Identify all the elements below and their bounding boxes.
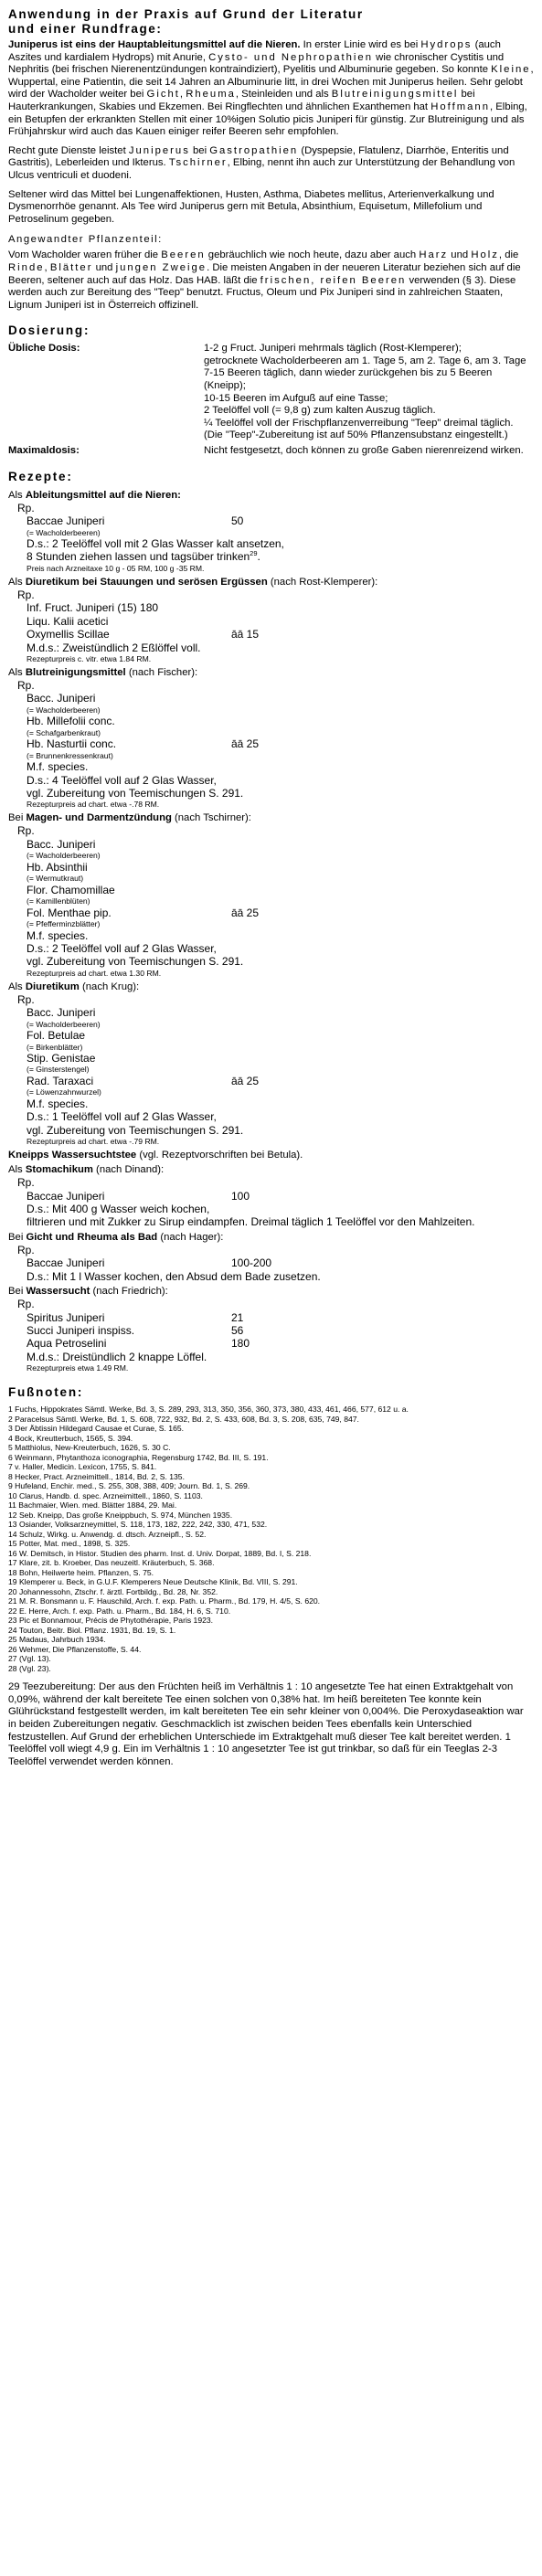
text-run: (nach Fischer): [125,666,198,678]
ingredient-name: Fol. Betulae [27,1029,86,1043]
text-run: Recht gute Dienste leistet [8,144,129,156]
footnote-item: 28 (Vgl. 23). [8,1663,51,1673]
text-run: 8 Stunden ziehen lassen und tagsüber trinken [27,550,250,564]
ingredient-translation: (= Birkenblätter) [27,1042,83,1052]
ingredient-amount: āā 25 [231,737,260,751]
footnote-item: 24 Touton, Beitr. Biol. Pflanz. 1931, Bd. 19, S. 1. [8,1625,176,1635]
recipe-instruction: M.d.s.: Zweistündlich 2 Eßlöffel voll. [27,641,201,654]
ingredient-translation: (= Ginsterstengel) [27,1065,90,1075]
ingredient-line [8,1006,534,1019]
spaced-term: Harz [419,249,449,261]
ingredient-translation: (= Brunnenkressenkraut) [27,750,113,760]
text-run: (nach Hager): [157,1231,224,1243]
dose-line: 2 Teelöffel voll (= 9,8 g) zum kalten Auszug täglich. [204,405,436,417]
ingredient-name: Hb. Nasturtii conc. [27,737,117,751]
ingredient-name: Flor. Chamomillae [27,883,115,896]
text-run: Vom Wacholder waren früher die [8,249,162,261]
recipe-kneipp-tea [8,1149,534,1161]
ingredient-line [8,884,534,896]
ingredient-translation: (= Pfefferminzblätter) [27,919,101,929]
footnote-item: 14 Schulz, Wirkg. u. Anwendg. d. dtsch. Arzneipfl., S. 52. [8,1529,207,1539]
recipe-instruction [8,550,534,563]
recipe-instruction: M.d.s.: Dreistündlich 2 knappe Löffel. [27,1350,207,1363]
footnote-item: 23 Pic et Bonnamour, Précis de Phytothérapie, Paris 1923. [8,1616,214,1626]
text-run: Bei [8,812,27,824]
text-run: , die [498,249,519,261]
spaced-term: Gastropathien [209,144,299,156]
recipe-intro [8,811,534,824]
usual-dose-values [204,343,534,442]
recipe-instruction: D.s.: Mit 1 l Wasser kochen, den Absud dem Bade zusetzen. [27,1269,321,1283]
ingredient-translation: (= Schafgarbenkraut) [27,727,101,737]
recipe-diuretic-krug [8,981,534,1147]
ingredient-name: Liqu. Kalii acetici [27,614,109,628]
recipe-indication: Gicht und Rheuma als Bad [26,1231,158,1243]
footnote-item: 17 Klare, zit. b. Kroeber, Das neuzeitl. Kräuterbuch, S. 368. [8,1558,215,1568]
text-run: bei Hauterkrankungen, Skabies und Ekzemen. Bei Ringflechten und ähnlichen Exanthemen hat [8,89,475,112]
ingredient-line [8,628,534,641]
recipe-bath [8,1231,534,1283]
footnote-item: 6 Weinmann, Phytanthoza iconographia, Regensburg 1742, Bd. III, S. 191. [8,1452,269,1462]
rp-label: Rp. [17,501,35,514]
footnote-item: 20 Johannessohn, Ztschr. f. ärztl. Fortbildg., Bd. 28, Nr. 352. [8,1586,218,1596]
ingredient-line [8,1075,534,1087]
max-dose-value: Nicht festgesetzt, doch können zu große Gaben nierenreizend wirken. [204,445,524,457]
text-run: Als [8,981,26,992]
ingredient-name: Baccae Juniperi [27,514,105,528]
ingredient-line [8,715,534,727]
spaced-term: frischen, reifen Beeren [260,274,407,286]
footnote-item: 27 (Vgl. 13). [8,1654,51,1664]
footnote-item: 26 Wehmer, Die Pflanzenstoffe, S. 44. [8,1644,142,1654]
dose-line: 10-15 Beeren im Aufguß auf eine Tasse; [204,392,388,404]
intro-lead: Juniperus ist eins der Hauptableitungsmittel auf die Nieren. [8,39,301,50]
recipe-intro [8,981,534,993]
text-run: . Die meisten Angaben in der neueren Literatur beziehen sich auf die Beeren, seltener auch auf das Holz. Das HAB. läßt die [8,261,521,286]
plant-part-heading: Angewandter Pflanzenteil: [8,234,163,246]
ingredient-line [8,1052,534,1065]
footnote-item: 2 Paracelsus Sämtl. Werke, Bd. 1, S. 608, 722, 932, Bd. 2, S. 433, 608, Bd. 3, S. 208, 635, 749, 847. [8,1414,359,1424]
footnote-item: 19 Klemperer u. Beck, in G.U.F. Klemperers Neue Deutsche Klinik, Bd. VIII, S. 291. [8,1577,298,1587]
footnote-item: 10 Clarus, Handb. d. spec. Arzneimittell., 1860, S. 1103. [8,1490,203,1500]
recipe-intro [8,1285,534,1298]
spaced-name: Kleine [491,64,531,76]
text-run: , Wuppertal, eine Patientin, die seit 14 Jahren an Albuminurie litt, in drei Wochen mit Juniperus heilen. Sehr gelobt wird der Wacholder weiter bei [8,64,534,101]
ingredient-line [8,692,534,705]
text-run: (Dyspepsie, Flatulenz, Diarrhöe, Enteritis und Gastritis), Leberleiden und Ikterus. [8,144,509,169]
recipe-intro [8,489,534,502]
ingredient-line [8,601,534,614]
recipe-indication: Diuretikum [25,981,80,992]
ingredient-name: Bacc. Juniperi [27,837,96,851]
ingredient-name: Rad. Taraxaci [27,1074,94,1087]
text-run: Bei [8,1286,27,1298]
recipe-instruction: vgl. Zubereitung von Teemischungen S. 291. [27,1123,244,1137]
footnote-item: 22 E. Herre, Arch. f. exp. Path. u. Pharm., Bd. 184, H. 6, S. 710. [8,1606,231,1616]
text-run: gebräuchlich wie noch heute, dazu aber auch [205,249,420,261]
text-run: (vgl. Rezeptvorschriften bei Betula). [136,1150,303,1161]
title-line-1: Anwendung in der Praxis auf Grund der Literatur [8,7,364,21]
footnote-item: 12 Seb. Kneipp, Das große Kneippbuch, S. 974, München 1935. [8,1510,233,1520]
ingredient-line [8,906,534,919]
plant-part-paragraph [8,249,534,312]
text-run: , Steinleiden und als [235,89,332,101]
ingredient-translation: (= Kamillenblüten) [27,896,90,906]
spaced-term: Gicht [146,89,180,101]
text-run: (nach Rost-Klemperer): [267,576,378,588]
text-run: bei [189,144,210,156]
dose-line: ¼ Teelöffel voll der Frischpflanzenverreibung "Teep" dreimal täglich. [204,417,514,429]
ingredient-line [8,1337,534,1350]
ingredient-name: Stip. Genistae [27,1052,96,1065]
footnote-29: 29 Teezubereitung: Der aus den Früchten heiß im Verhältnis 1 : 10 angesetzte Tee hat einen Extraktgehalt von 0,09%, während der kalt bereitete Tee einen solchen von 0,38% hat. Im heiß bereiteten Tee konnte kein Glührückstand festgestellt werden, im kalt bereiteten Tee ein sehr kleiner von 0,004%. Die Peroxydaseaktion war in beiden Zubereitungen negativ. Geschmacklich ist zwischen beiden Tees ebenfalls kein Unterschied festzustellen. Auf Grund der erheblichen Unterschiede im Extraktgehalt muß dieser Tee kalt bereitet werden. 1 Teelöffel voll wiegt 4,9 g. Ein im Verhältnis 1 : 10 angesetzter Tee ist gut trinkbar, so daß für ein Teeglas 2-3 Teelöffel verwendet werden können. [8,1681,524,1767]
spaced-term: Cysto- und Nephropathien [208,51,374,63]
footnote-item: 25 Madaus, Jahrbuch 1934. [8,1635,106,1645]
spaced-term: Beeren [161,249,206,261]
text-run: Als [8,1164,26,1176]
footnote-item: 15 Potter, Mat. med., 1898, S. 325. [8,1539,131,1549]
recipe-intro [8,576,534,588]
recipe-instruction: M.f. species. [27,928,89,942]
spaced-name: Tschirner [168,157,228,169]
ingredient-amount: 100 [231,1189,250,1203]
recipe-instruction: vgl. Zubereitung von Teemischungen S. 291. [27,787,244,800]
spaced-term: Rinde [8,261,45,273]
ingredient-name: Baccae Juniperi [27,1189,105,1203]
text-run: (nach Krug): [79,981,140,992]
recipe-instruction: D.s.: Mit 400 g Wasser weich kochen, [27,1203,210,1215]
ingredient-amount: 21 [231,1310,244,1324]
recipe-diuretic-rost [8,576,534,664]
ingredient-translation: (= Wermutkraut) [27,874,84,884]
intro-paragraph-3: Seltener wird das Mittel bei Lungenaffektionen, Husten, Asthma, Diabetes mellitus, Arterienverkalkung und Dysmenorrhöe genannt. Als Tee wird Juniperus gern mit Betula, Absinthium, Equisetum, Millefolium und Petroselinum gegeben. [8,188,494,225]
ingredient-name: Fol. Menthae pip. [27,906,112,919]
footnote-ref: 29 [250,549,258,558]
dose-line: 1-2 g Fruct. Juniperi mehrmals täglich (Rost-Klemperer); [204,343,462,355]
ingredient-translation: (= Wacholderbeeren) [27,1019,101,1029]
footnotes-heading: Fußnoten: [8,1385,84,1400]
rp-label: Rp. [17,588,35,601]
text-run: In erster Linie wird es bei [300,39,421,50]
ingredient-translation: (= Wacholderbeeren) [27,705,101,715]
ingredient-translation: (= Wacholderbeeren) [27,527,101,537]
footnote-item: 4 Bock, Kreutterbuch, 1565, S. 394. [8,1433,133,1443]
recipe-instruction: vgl. Zubereitung von Teemischungen S. 291. [27,955,244,969]
recipe-instruction: D.s.: 4 Teelöffel voll auf 2 Glas Wasser, [27,773,217,787]
ingredient-amount: āā 25 [231,906,260,919]
rp-label: Rp. [17,1298,35,1311]
text-run: wie chronischer Cystitis und Nephritis (bei frischen Nierenentzündungen kontraindiziert), Pyelitis und Albuminurie gegeben. So konnte [8,51,505,76]
dosage-heading: Dosierung: [8,323,90,338]
recipe-indication: Wassersucht [26,1286,90,1298]
max-dose-label: Maximaldosis: [8,445,80,457]
spaced-term: jungen Zweige [115,261,207,273]
recipe-price: Rezepturpreis etwa 1.49 RM. [27,1363,129,1373]
footnote-item: 1 Fuchs, Hippokrates Sämtl. Werke, Bd. 3, S. 289, 293, 313, 350, 356, 360, 373, 380, 433, 461, 466, 577, 612 u. a. [8,1405,409,1415]
ingredient-line [8,1029,534,1042]
footnote-item: 8 Hecker, Pract. Arzneimittell., 1814, Bd. 2, S. 135. [8,1471,185,1481]
text-run: , Elbing, ein Betupfen der erkrankten Stellen mit einer 10%igen Solutio picis Juniperi für günstig. Zur Blutreinigung und als Frühjahrskur wird auch das Kauen einiger reifer Beeren sehr empfohlen. [8,101,527,138]
ingredient-amount: 50 [231,514,244,528]
text-run: , [179,89,186,101]
footnote-item: 5 Matthiolus, New-Kreuterbuch, 1626, S. 30 C. [8,1443,171,1453]
recipe-intro [8,1163,534,1176]
ingredient-translation: (= Wacholderbeeren) [27,851,101,861]
recipe-gastro [8,811,534,978]
spaced-term: Rheuma [186,89,236,101]
recipe-instruction: D.s.: 2 Teelöffel voll mit 2 Glas Wasser kalt ansetzen, [27,537,284,551]
ingredient-name: Hb. Millefolii conc. [27,715,115,728]
recipe-instruction: filtrieren und mit Zukker zu Sirup eindampfen. Dreimal täglich 1 Teelöffel vor den Mahlzeiten. [27,1215,475,1229]
ingredient-name: Hb. Absinthii [27,860,88,874]
recipe-instruction: M.f. species. [27,760,89,774]
ingredient-line [8,514,534,527]
text-run: (auch Aszites und kardialem Hydrops) mit Anurie, [8,39,501,63]
recipe-instruction: D.s.: 2 Teelöffel voll auf 2 Glas Wasser, [27,941,217,955]
recipe-indication: Magen- und Darmentzündung [26,812,172,824]
ingredient-line [8,1256,534,1269]
usual-dose-label: Übliche Dosis: [8,343,80,355]
text-run: (nach Dinand): [92,1164,165,1176]
max-dose-row [8,445,534,458]
ingredient-amount: 100-200 [231,1256,272,1270]
recipe-dropsy [8,1285,534,1373]
ingredient-amount: āā 15 [231,628,260,641]
recipe-indication: Blutreinigungsmittel [25,666,126,678]
recipe-price: Preis nach Arzneitaxe 10 g - 05 RM, 100 g -35 RM. [27,563,205,573]
footnote-list [8,1405,534,1673]
ingredient-line [8,1324,534,1337]
spaced-term: Holz [471,249,499,261]
text-run: (nach Tschirner): [171,812,251,824]
recipe-price: Rezepturpreis ad chart. etwa 1.30 RM. [27,968,162,978]
rp-label: Rp. [17,1176,35,1190]
text-run: verwenden (§ 3). Diese werden auch zur Bereitung des "Teep" benutzt. Fructus, Oleum und Pix Juniperi sind in zahlreichen Staaten, Lignum Juniperi ist in Österreich offizinell. [8,274,516,311]
text-run: Als [8,666,26,678]
ingredient-line [8,1311,534,1324]
footnote-item: 3 Der Äbtissin Hildegard Causae et Curae, S. 165. [8,1424,185,1434]
ingredient-translation: (= Löwenzahnwurzel) [27,1087,101,1097]
ingredient-name: Inf. Fruct. Juniperi (15) 180 [27,601,159,615]
text-run: und [92,261,116,273]
recipe-intro [8,666,534,679]
ingredient-name: Bacc. Juniperi [27,692,96,705]
footnote-item: 13 Osiander, Volksarzneymittel, S. 118, 173, 182, 222, 242, 330, 471, 532. [8,1520,268,1530]
footnote-item: 21 M. R. Bonsmann u. F. Hauschild, Arch. f. exp. Path. u. Pharm., Bd. 179, H. 4/5, S. 620. [8,1596,321,1606]
text-run: , Elbing, nennt ihn auch zur Unterstützung der Behandlung von Ulcus ventriculi et duodeni. [8,157,515,181]
ingredient-amount: 56 [231,1324,244,1338]
ingredient-line [8,861,534,874]
ingredient-name: Aqua Petroselini [27,1337,107,1351]
dose-line: getrocknete Wacholderbeeren am 1. Tage 5, am 2. Tage 6, am 3. Tage 7-15 Beeren täglich, dann wieder zurückgehen bis zu 5 Beeren (Kneipp); [204,355,526,392]
ingredient-line [8,737,534,750]
rp-label: Rp. [17,992,35,1006]
ingredient-name: Baccae Juniperi [27,1256,105,1270]
recipe-blood-purifier [8,666,534,810]
ingredient-amount: 180 [231,1337,250,1351]
text-run: Als [8,489,26,501]
recipe-kidney [8,489,534,574]
section-title [8,7,534,37]
recipe-indication: Diuretikum bei Stauungen und serösen Ergüssen [25,576,268,588]
rp-label: Rp. [17,824,35,838]
recipe-stomachic [8,1163,534,1229]
ingredient-line [8,615,534,628]
footnote-item: 7 v. Haller, Medicin. Lexicon, 1755, S. 841. [8,1462,157,1472]
rp-label: Rp. [17,678,35,692]
recipe-price: Rezepturpreis ad chart. etwa -.79 RM. [27,1137,160,1147]
ingredient-name: Spiritus Juniperi [27,1310,105,1324]
ingredient-line [8,838,534,851]
footnote-item: 18 Bohn, Heilwerte heim. Pflanzen, S. 75. [8,1567,154,1577]
spaced-term: Blutreinigungsmittel [331,89,459,101]
ingredient-name: Oxymellis Scillae [27,628,110,641]
ingredient-line [8,1190,534,1203]
recipe-intro [8,1231,534,1244]
ingredient-amount: āā 25 [231,1074,260,1087]
ingredient-name: Succi Juniperi inspiss. [27,1324,135,1338]
text-run: Als [8,576,26,588]
recipe-indication: Stomachikum [25,1164,93,1176]
spaced-term: Hydrops [420,39,473,50]
intro-paragraph-1 [8,39,534,139]
recipe-intro [8,1149,534,1161]
text-run: , [44,261,50,273]
footnote-item: 9 Hufeland, Enchir. med., S. 255, 308, 388, 409; Journ. Bd. 1, S. 269. [8,1481,250,1491]
usual-dose-row [8,343,534,442]
text-run: (nach Friedrich): [90,1286,168,1298]
text-run: . [257,550,260,564]
intro-paragraph-2 [8,145,534,183]
recipe-instruction: D.s.: 1 Teelöffel voll auf 2 Glas Wasser, [27,1110,217,1124]
recipe-price: Rezepturpreis c. vitr. etwa 1.84 RM. [27,653,152,663]
recipe-indication: Ableitungsmittel auf die Nieren: [25,489,181,501]
ingredient-name: Bacc. Juniperi [27,1006,96,1020]
spaced-term: Juniperus [128,144,190,156]
spaced-name: Hoffmann [430,101,490,112]
recipe-instruction: M.f. species. [27,1097,89,1110]
recipe-price: Rezepturpreis ad chart. etwa -.78 RM. [27,800,160,810]
footnote-item: 11 Bachmaier, Wien. med. Blätter 1884, 29. Mai. [8,1500,177,1511]
recipes-heading: Rezepte: [8,469,73,483]
spaced-term: Blätter [49,261,93,273]
title-line-2: und einer Rundfrage: [8,22,163,36]
footnote-item: 16 W. Demitsch, in Histor. Studien des pharm. Inst. d. Univ. Dorpat, 1889, Bd. I, S. 218. [8,1548,312,1558]
text-run: Bei [8,1231,27,1243]
recipe-indication: Kneipps Wassersuchtstee [8,1150,137,1161]
text-run: und [448,249,472,261]
rp-label: Rp. [17,1243,35,1256]
dose-line: (Die "Teep"-Zubereitung ist auf 50% Pflanzensubstanz eingestellt.) [204,429,508,441]
